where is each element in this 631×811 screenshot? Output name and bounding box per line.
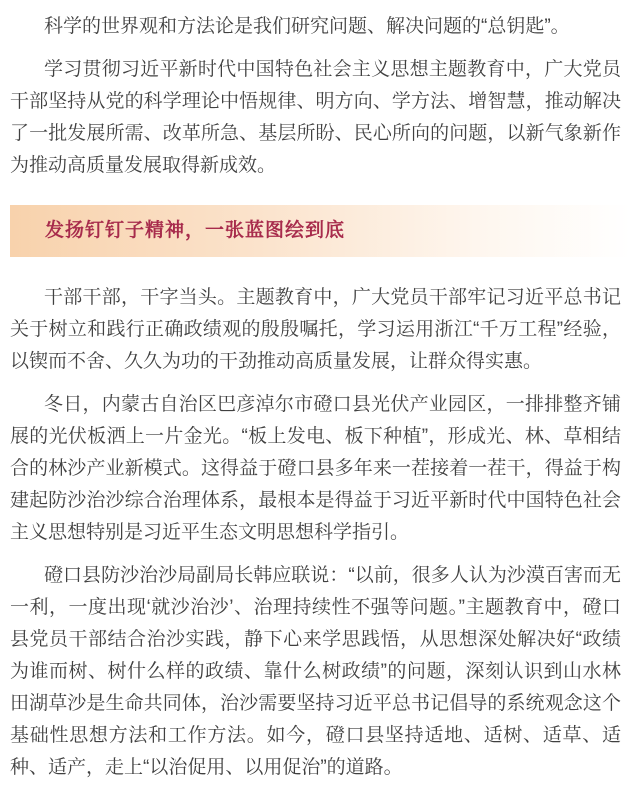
paragraph-cadres-lead: 干部干部，干字当头。主题教育中，广大党员干部牢记习近平总书记关于树立和践行正确政绩观的殷殷嘱托，学习运用浙江“千万工程”经验，以锲而不舍、久久为功的干劲推动高质量发展，让群众得实惠。 — [10, 287, 621, 372]
paragraph-desert-control: 磴口县防沙治沙局副局长韩应联说：“以前，很多人认为沙漠百害而无一利，一度出现‘就沙治沙’、治理持续性不强等问题。”主题教育中，磴口县党员干部结合治沙实践，静下心来学思践悟，从思想深处解决好“政绩为谁而树、树什么样的政绩、靠什么树政绩”的问题，深刻认识到山水林田湖草沙是生命共同体，治沙需要坚持习近平总书记倡导的系统观念这个基础性思想方法和工作方法。如今，磴口县坚持适地、适树、适草、适种、适产，走上“以治促用、以用促治”的道路。 — [10, 565, 621, 778]
section-heading: 发扬钉钉子精神，一张蓝图绘到底 — [45, 220, 346, 241]
paragraph-study-implementation: 学习贯彻习近平新时代中国特色社会主义思想主题教育中，广大党员干部坚持从党的科学理论中悟规律、明方向、学方法、增智慧，推动解决了一批发展所需、改革所急、基层所盼、民心所向的问题，以新气象新作为推动高质量发展取得新成效。 — [10, 59, 621, 176]
paragraph-dengkou-solar: 冬日，内蒙古自治区巴彦淖尔市磴口县光伏产业园区，一排排整齐铺展的光伏板洒上一片金光。“板上发电、板下种植”，形成光、林、草相结合的林沙产业新模式。这得益于磴口县多年来一茬接着一茬干，得益于构建起防沙治沙综合治理体系，最根本是得益于习近平新时代中国特色社会主义思想特别是习近平生态文明思想科学指引。 — [10, 394, 621, 543]
section-heading-banner — [10, 205, 631, 257]
paragraph-science-worldview: 科学的世界观和方法论是我们研究问题、解决问题的“总钥匙”。 — [44, 16, 570, 37]
